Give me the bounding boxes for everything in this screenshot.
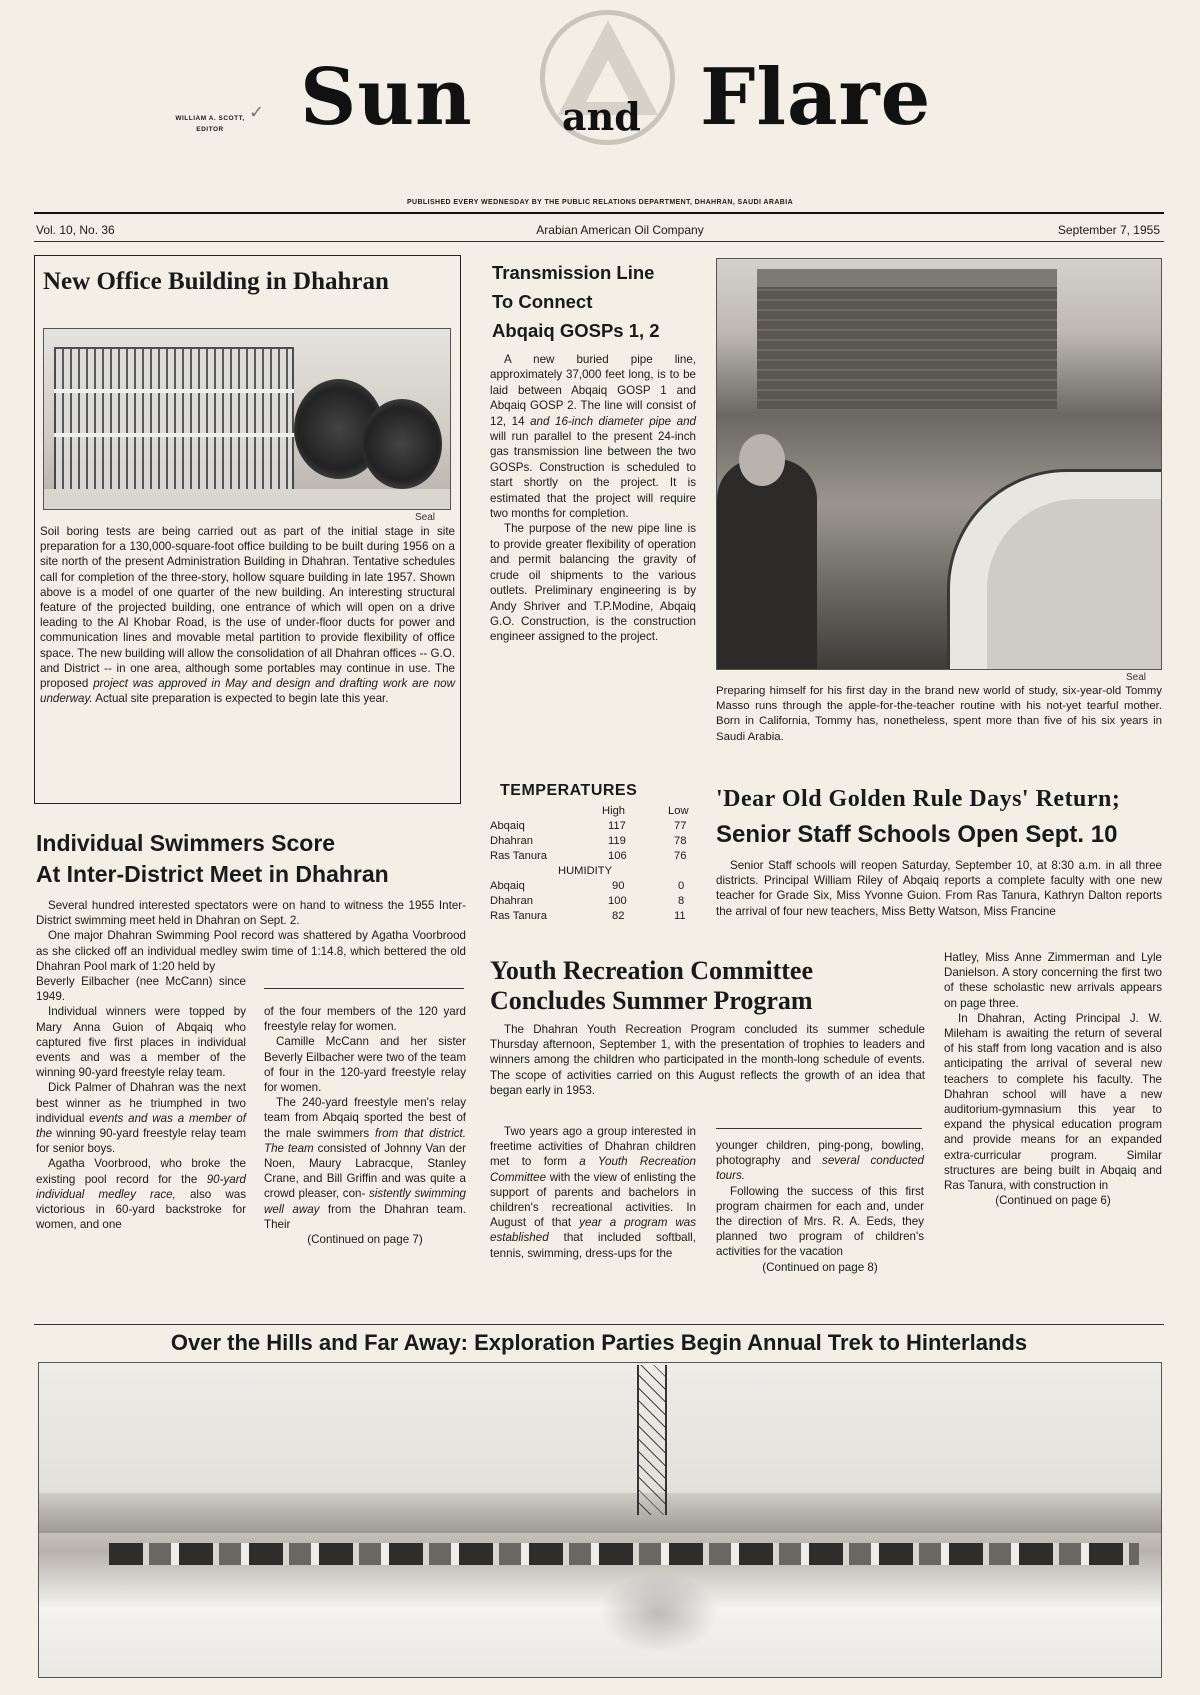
schools-headline: 'Dear Old Golden Rule Days' Return; Senior Staff Schools Open Sept. 10 <box>716 786 1121 848</box>
swimmers-continued: (Continued on page 7) <box>307 1233 423 1247</box>
issue-date: September 7, 1955 <box>1057 223 1160 237</box>
exploration-rule <box>34 1324 1164 1325</box>
company-name: Arabian American Oil Company <box>536 223 704 237</box>
office-building-article <box>34 255 461 804</box>
swimmers-intro: Several hundred interested spectators were on hand to witness the 1955 Inter-District swimming meet held in Dhahran on Sept. 2. One major Dhahran Swimming Pool record was shattered by Agatha Voorbrood as she clicked off an individual medley swim time of 1:14.8, which bettered the old Dhahran Pool mark of 1:20 held by <box>36 899 466 973</box>
office-caption: Soil boring tests are being carried out as part of the initial stage in site preparation for a 130,000-square-foot office building to be built during 1956 on a site north of the present Administration Building in Dhahran. Tentative schedules call for completion of the three-story, hollow square building in late 1957. Shown above is a model of one quarter of the new building. An interesting structural feature of the projected building, one entrance of which will open on a drive leading to the Al Khobar Road, is the use of under-floor ducts for power and communication lines and movable metal partition to provide flexibility of office space. The new building will allow the consolidation of all Dhahran offices -- G.O. and District -- in one area, although some portables may continue in use. The proposed project was approved in May and design and drafting work are now underway. Actual site preparation is expected to begin late this year. <box>40 525 455 706</box>
humidity-row: Ras Tanura 82 11 <box>490 910 686 922</box>
schools-continued: (Continued on page 6) <box>995 1194 1111 1208</box>
temperature-row: Abqaiq 117 77 <box>490 820 687 832</box>
schools-body-1: Senior Staff schools will reopen Saturday, September 10, at 8:30 a.m. in all three districts. Principal William Riley of Abqaiq reports a complete faculty with one new teacher for Grade Six, Miss Yvonne Guion. From Ras Tanura, Kathryn Dalton reports the arrival of four new teachers, Miss Betty Watson, Miss Francine <box>716 859 1162 918</box>
editor-credit <box>155 102 265 135</box>
temperatures-header: High Low <box>602 805 689 817</box>
transmission-body: A new buried pipe line, approximately 37,000 feet long, is to be laid between Abqaiq GOSP 1 and Abqaiq GOSP 2. The line will consist of 12, 14 and 16-inch diameter pipe and will run parallel to the present 24-inch gas transmission line between the two GOSPs. Construction is scheduled to start shortly on the project. It is estimated that the project will require two months for completion. The purpose of the new pipe line is to provide greater flexibility of operation and permit balancing the gravity of crude oil shipments to the various outlets. Preliminary engineering is by Andy Shriver and T.P.Modine, Abqaiq G.O. Construction, is the construction engineer assigned to the project. <box>490 353 697 644</box>
swimmers-col-1: Beverly Eilbacher (nee McCann) since 1949. Individual winners were topped by Mary Anna Guion of Abqaiq who captured five first places in individual events and was a member of the winning 90-yard freestyle relay team. Dick Palmer of Dhahran was the next best winner as he triumphed in two individual events and was a member of the winning 90-yard freestyle relay team for senior boys. Agatha Voorbrood, who broke the existing pool record for the 90-yard individual medley race, also was victorious in 60-yard backstroke for women, and one <box>36 975 246 1232</box>
temperatures-title: TEMPERATURES <box>500 782 638 799</box>
youth-intro: The Dhahran Youth Recreation Program concluded its summer schedule Thursday afternoon, September 1, with the presentation of trophies to leaders and winners among the children who participated in the month-long schedule of events. The scope of activities carried on this August reflects the growth of an idea that began early in 1953. <box>490 1023 925 1097</box>
info-rule <box>34 241 1164 242</box>
office-building-model-photo <box>43 328 451 510</box>
hills <box>39 1493 1162 1533</box>
truck-convoy <box>109 1543 1139 1565</box>
humidity-title: HUMIDITY <box>558 865 613 877</box>
volume-number: Vol. 10, No. 36 <box>36 223 115 237</box>
editor-title: EDITOR <box>196 126 224 133</box>
school-photo-credit: Seal <box>1126 672 1147 683</box>
school-boy-photo <box>716 258 1162 670</box>
office-headline: New Office Building in Dhahran <box>43 268 389 295</box>
youth-col-1: Two years ago a group interested in freetime activities of Dhahran children met to form a Youth Recreation Committee with the view of enlisting the support of parents and bachelors in children's recreational activities. In August of that year a program was established that included softball, tennis, swimming, dress-ups for the <box>490 1125 696 1260</box>
humidity-row: Abqaiq 90 0 <box>490 880 685 892</box>
school-photo-caption: Preparing himself for his first day in the brand new world of study, six-year-old Tommy Masso runs through the apple-for-the-teacher routine with his not-yet tearful mother. Born in California, Tommy has, nonetheless, spent more than five of his six years in Saudi Arabia. <box>716 685 1162 743</box>
masthead-title-and: and <box>562 94 641 139</box>
exploration-convoy-photo <box>38 1362 1162 1678</box>
temperatures-table <box>490 782 700 942</box>
building-model <box>54 347 294 497</box>
check-mark-icon: ✓ <box>249 102 265 122</box>
transmission-headline: Transmission Line To Connect Abqaiq GOSPs 1, 2 <box>492 262 660 341</box>
drilling-rig <box>637 1365 667 1515</box>
school-building <box>757 269 1057 409</box>
swimmers-headline: Individual Swimmers Score At Inter-District Meet in Dhahran <box>36 830 389 887</box>
masthead-rule <box>34 212 1164 214</box>
swimmers-col-2: of the four members of the 120 yard freestyle relay for women. Camille McCann and her sister Beverly Eilbacher were two of the team of four in the 120-yard freestyle relay for women. The 240-yard freestyle men's relay team from Abqaiq sported the best of the male swimmers from that district. The team consisted of Johnny Van der Noen, Maury Labracque, Stanley Crane, and Bill Griffin and was quite a crowd pleaser, con- sistently swimming well away from the Dhahran team. Their (Continued on page 7) <box>264 1005 467 1247</box>
masthead-title-flare: Flare <box>700 52 932 143</box>
humidity-row: Dhahran 100 8 <box>490 895 685 907</box>
youth-continued: (Continued on page 8) <box>762 1260 878 1274</box>
temperature-row: Dhahran 119 78 <box>490 835 687 847</box>
editor-name: WILLIAM A. SCOTT, <box>175 115 245 122</box>
publication-line: PUBLISHED EVERY WEDNESDAY BY THE PUBLIC RELATIONS DEPARTMENT, DHAHRAN, SAUDI ARABIA <box>406 199 794 206</box>
exploration-headline: Over the Hills and Far Away: Exploration Parties Begin Annual Trek to Hinterlands <box>170 1330 1028 1355</box>
office-photo-credit: Seal <box>415 512 436 523</box>
tree-shape <box>362 399 442 489</box>
schools-body-2: Hatley, Miss Anne Zimmerman and Lyle Danielson. A story concerning the first two of these scholastic new arrivals appears on page three. In Dhahran, Acting Principal J. W. Mileham is awaiting the return of several of his staff from long vacation and is also anticipating the arrival of several new teachers to complete his faculty. The Dhahran school will have a new auditorium-gymnasium this year to expand the physical education program and provide means for an expanded extra-curricular program. Similar structures are being built in Abqaiq and Ras Tanura, with construction in (Continued on page 6) <box>944 951 1162 1208</box>
temperature-row: Ras Tanura 106 76 <box>490 850 687 862</box>
masthead-title-sun: Sun <box>300 52 473 143</box>
boy-figure <box>717 459 817 670</box>
youth-headline: Youth Recreation Committee Concludes Summer Program <box>490 956 813 1015</box>
youth-col-2: younger children, ping-pong, bowling, photography and several conducted tours. Following the success of this first program chairmen for each and, under the direction of Mrs. R. A. Eeds, they planned two program of children's activities for the vacation (Continued on page 8) <box>716 1139 924 1274</box>
